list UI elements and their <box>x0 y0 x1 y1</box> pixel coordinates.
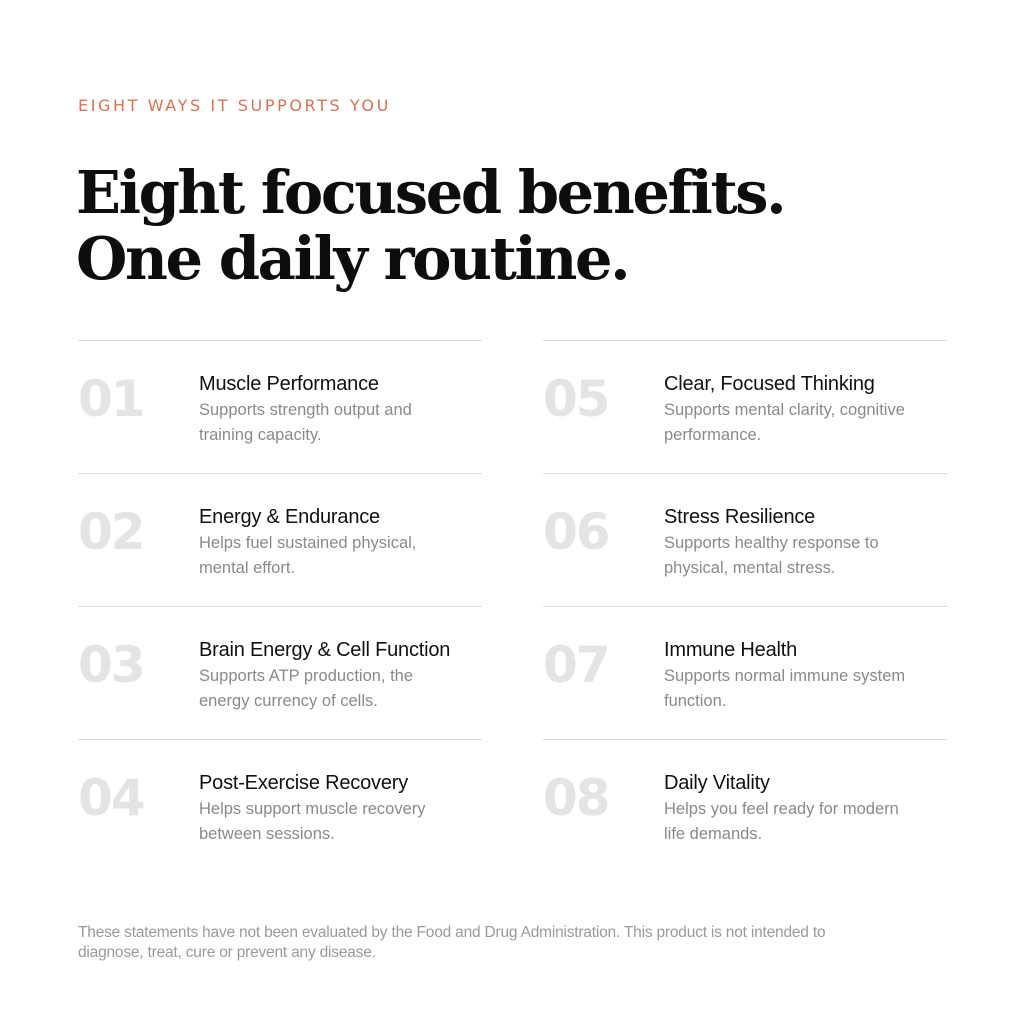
benefit-description: Helps support muscle recovery between sessions. <box>199 800 426 843</box>
benefits-column-left <box>78 340 482 872</box>
headline-line-2: One daily routine. <box>76 224 629 293</box>
benefit-description: Helps fuel sustained physical, mental effort. <box>199 534 417 577</box>
benefit-item <box>543 606 947 739</box>
benefit-text <box>199 504 489 581</box>
benefit-title: Daily Vitality <box>664 772 770 794</box>
benefit-text <box>664 371 954 448</box>
benefit-number: 08 <box>543 769 609 827</box>
benefit-title: Muscle Performance <box>199 373 379 395</box>
headline <box>76 160 784 292</box>
benefit-item <box>78 473 482 606</box>
benefit-title: Post-Exercise Recovery <box>199 772 408 794</box>
benefit-item <box>543 473 947 606</box>
benefit-number: 05 <box>543 370 609 428</box>
benefit-number: 03 <box>78 636 144 694</box>
benefit-description: Supports strength output and training capacity. <box>199 401 412 444</box>
benefit-text <box>664 637 954 714</box>
benefit-number: 02 <box>78 503 144 561</box>
benefit-number: 01 <box>78 370 144 428</box>
benefit-description: Supports ATP production, the energy currency of cells. <box>199 667 414 710</box>
benefit-text <box>664 504 954 581</box>
benefit-item <box>78 739 482 872</box>
benefit-description: Helps you feel ready for modern life demands. <box>664 800 899 843</box>
benefit-number: 04 <box>78 769 144 827</box>
benefit-description: Supports mental clarity, cognitive performance. <box>664 401 905 444</box>
benefit-item <box>543 340 947 473</box>
benefit-title: Brain Energy & Cell Function <box>199 639 451 661</box>
eyebrow-label: EIGHT WAYS IT SUPPORTS YOU <box>78 96 391 115</box>
benefit-title: Stress Resilience <box>664 506 816 528</box>
benefit-text <box>664 770 954 847</box>
benefit-number: 06 <box>543 503 609 561</box>
benefit-item <box>78 340 482 473</box>
benefit-number: 07 <box>543 636 609 694</box>
benefit-description: Supports healthy response to physical, mental stress. <box>664 534 879 577</box>
benefits-column-right <box>543 340 947 872</box>
benefit-text <box>199 637 489 714</box>
benefit-item <box>78 606 482 739</box>
headline-line-1: Eight focused benefits. <box>76 158 785 227</box>
benefit-text <box>199 371 489 448</box>
benefit-title: Immune Health <box>664 639 798 661</box>
benefit-description: Supports normal immune system function. <box>664 667 906 710</box>
benefit-item <box>543 739 947 872</box>
benefit-text <box>199 770 489 847</box>
benefit-title: Energy & Endurance <box>199 506 380 528</box>
fda-disclaimer: These statements have not been evaluated by the Food and Drug Administration. This product is not intended to diagnose, treat, cure or prevent any disease. <box>78 924 826 961</box>
benefit-title: Clear, Focused Thinking <box>664 373 875 395</box>
